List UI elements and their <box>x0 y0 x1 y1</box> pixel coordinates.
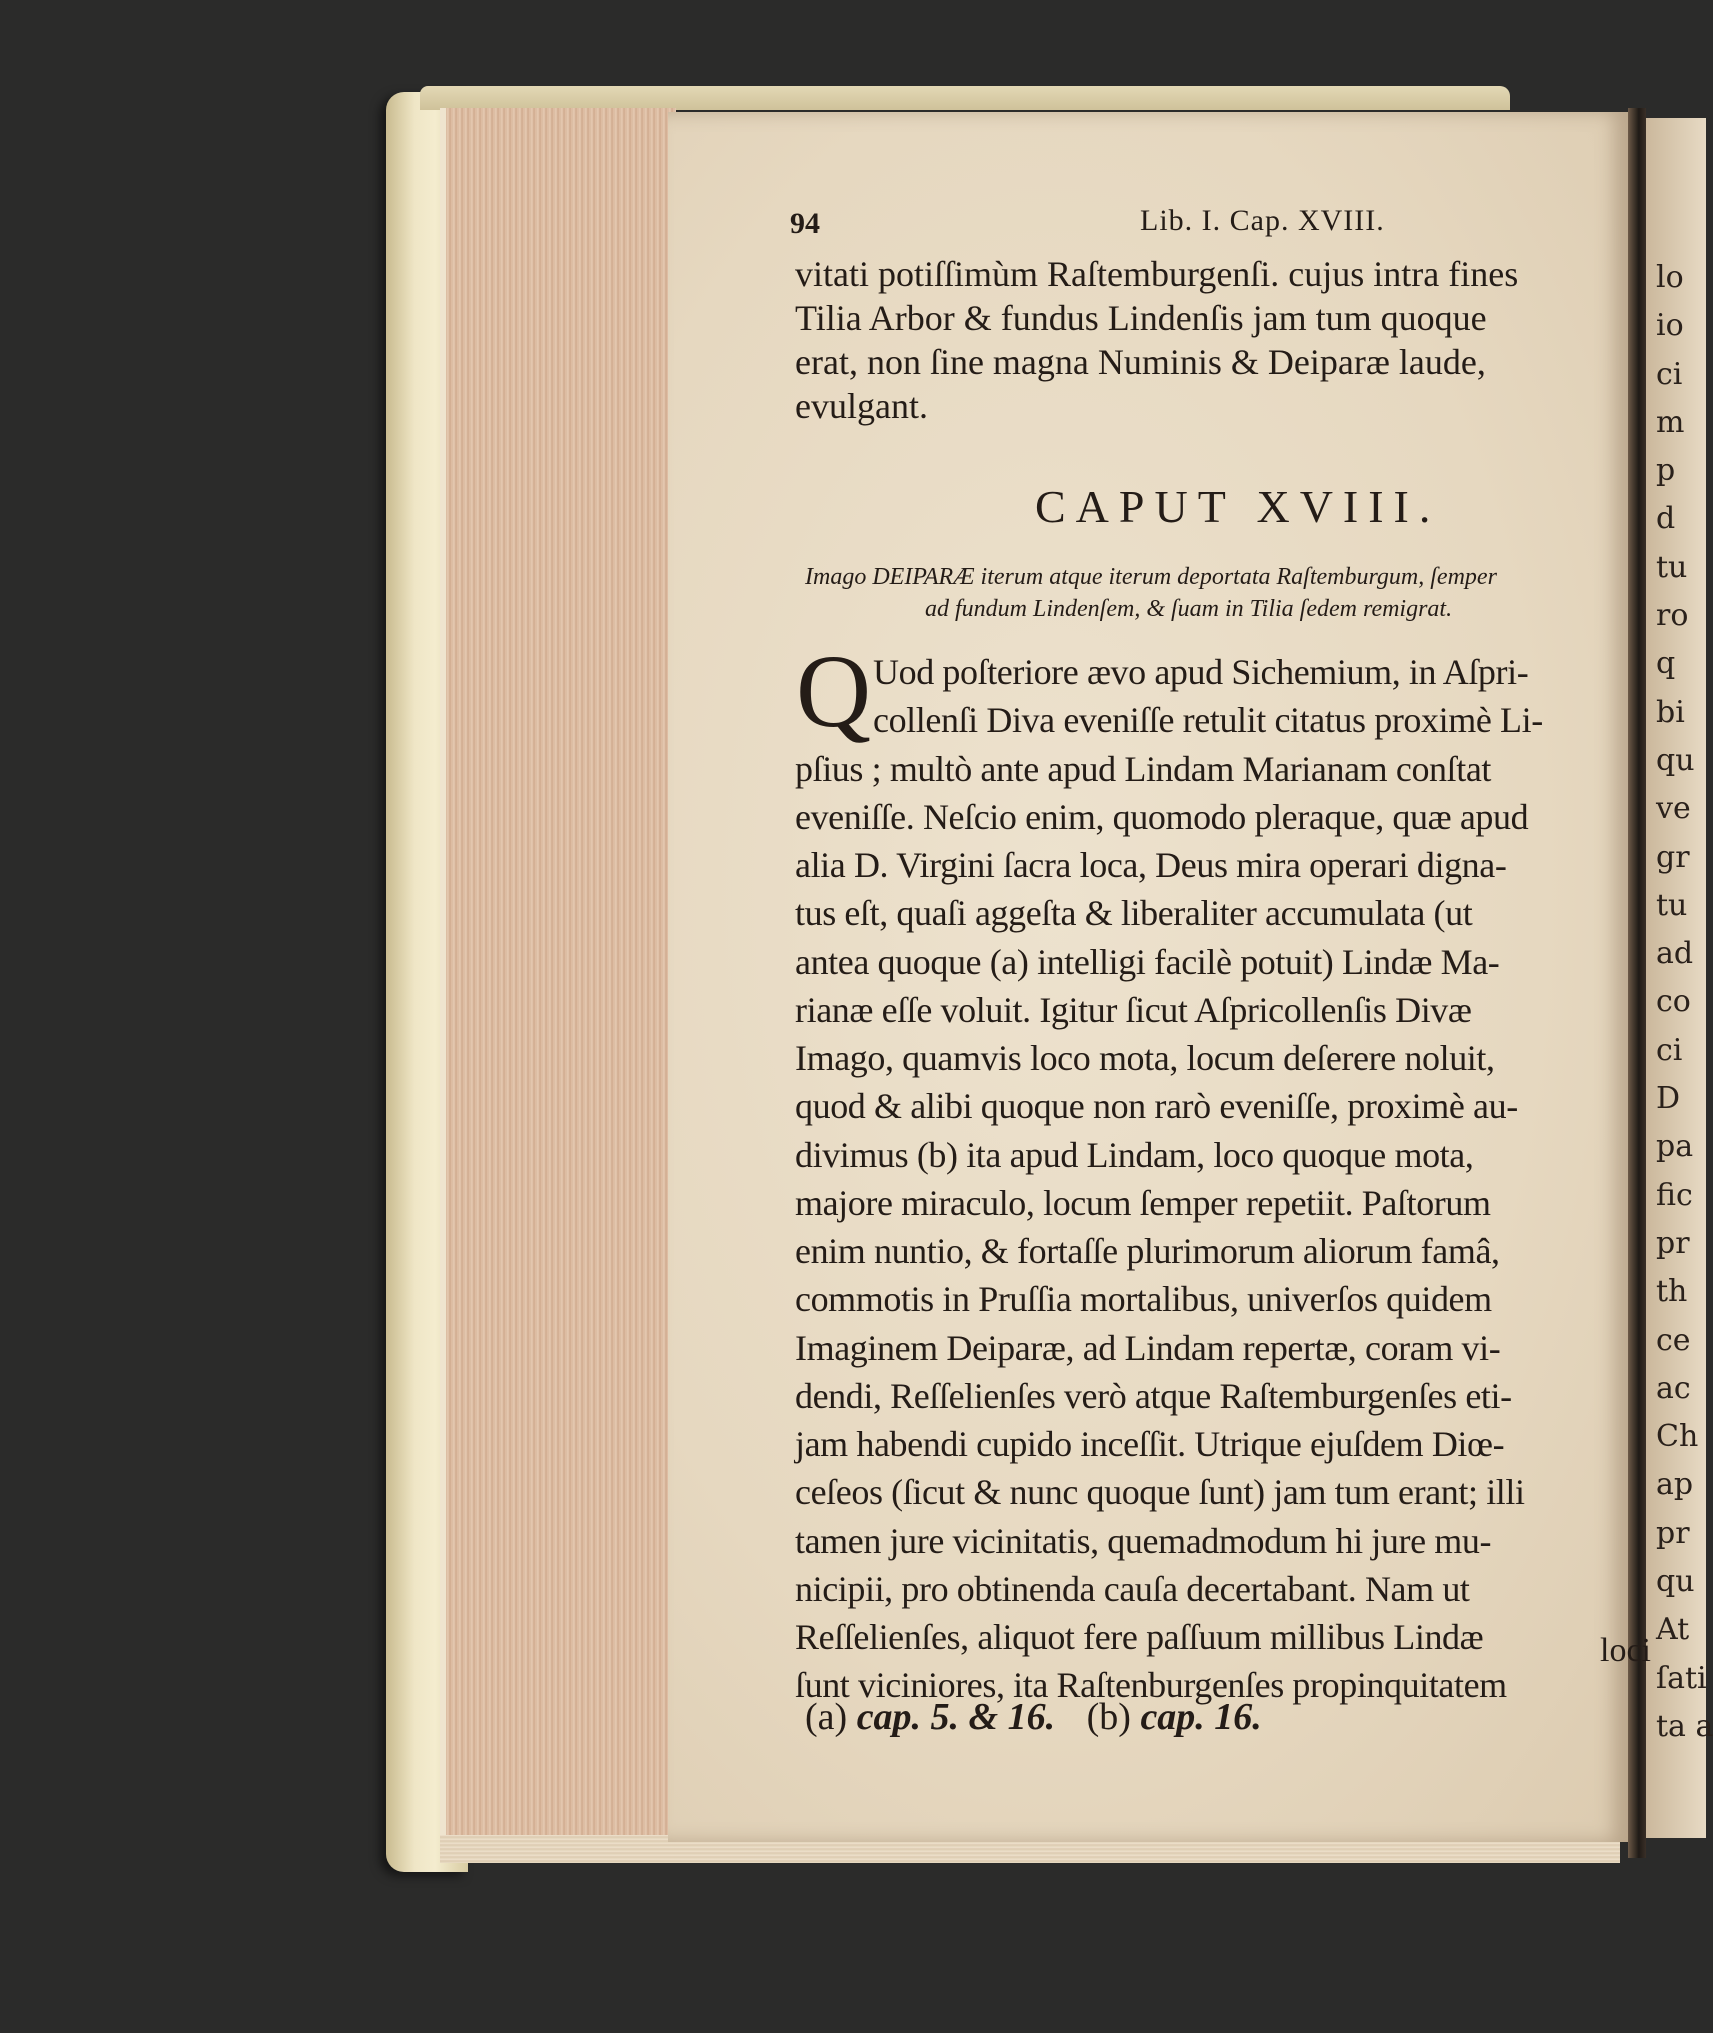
facing-text-fragment: tu <box>1656 549 1688 585</box>
right-page-fragment <box>1646 118 1713 1838</box>
facing-text-fragment: co <box>1656 984 1691 1020</box>
facing-text-fragment: ad <box>1656 936 1694 972</box>
text-line: evulgant. <box>795 386 928 426</box>
cover-top-edge <box>420 86 1510 110</box>
facing-text-fragment: ap <box>1656 1467 1694 1503</box>
text-line: tus eſt, quaſi aggeſta & liberaliter accumulata (ut <box>795 893 1473 934</box>
text-line: Imago, quamvis loco mota, locum deſerere noluit, <box>795 1038 1495 1078</box>
facing-text-fragment: ſati <box>1656 1660 1707 1696</box>
text-line: vitati potiſſimùm Raſtemburgenſi. cujus intra fines <box>795 254 1519 294</box>
text-line: nicipii, pro obtinenda cauſa decertabant. Nam ut <box>795 1568 1470 1609</box>
facing-page-text <box>1646 118 1713 1751</box>
facing-text-fragment: ci <box>1656 1032 1683 1068</box>
facing-text-fragment: tu <box>1656 887 1688 923</box>
footnote-b <box>1087 1696 1262 1738</box>
chapter-summary <box>805 561 1625 625</box>
text-line: eveniſſe. Neſcio enim, quomodo pleraque, quæ apud <box>795 796 1529 837</box>
chapter-title: CAPUT XVIII. <box>1035 481 1441 532</box>
facing-text-fragment: D <box>1656 1081 1681 1117</box>
facing-text-fragment: pa <box>1656 1129 1694 1165</box>
book-gutter <box>1628 108 1646 1858</box>
facing-text-fragment: Ch <box>1656 1419 1699 1455</box>
facing-text-fragment: fic <box>1656 1177 1693 1213</box>
footnote-a <box>805 1696 1065 1738</box>
text-line: enim nuntio, & fortaſſe plurimorum aliorum famâ, <box>795 1231 1500 1271</box>
text-line: ceſeos (ſicut & nunc quoque ſunt) jam tum erant; illi <box>795 1472 1525 1513</box>
footnote-mark: (a) <box>805 1696 848 1738</box>
facing-text-fragment: ve <box>1656 791 1691 827</box>
facing-text-fragment: ro <box>1656 598 1689 634</box>
facing-text-fragment: ci <box>1656 356 1683 392</box>
text-line: collenſi Diva eveniſſe retulit citatus proximè Li- <box>873 700 1543 741</box>
text-line: Imaginem Deiparæ, ad Lindam repertæ, coram vi- <box>795 1327 1501 1368</box>
text-line: quod & alibi quoque non rarò eveniſſe, proximè au- <box>795 1086 1518 1127</box>
facing-text-fragment: gr <box>1656 839 1690 875</box>
text-line: majore miraculo, locum ſemper repetiit. Paſtorum <box>795 1182 1491 1223</box>
summary-line: Imago DEIPARÆ iterum atque iterum deportata Raſtemburgum, ſemper <box>805 564 1497 590</box>
facing-text-fragment: p <box>1656 453 1676 489</box>
opening-lines <box>795 252 1615 428</box>
text-line: antea quoque (a) intelligi facilè potuit) Lindæ Ma- <box>795 941 1500 982</box>
text-line: rianæ eſſe voluit. Igitur ſicut Aſpricollenſis Divæ <box>795 989 1472 1030</box>
main-text <box>795 648 1630 1710</box>
facing-text-fragment: th <box>1656 1274 1688 1310</box>
running-head: Lib. I. Cap. XVIII. <box>1140 204 1385 237</box>
facing-text-fragment: pr <box>1656 1225 1690 1261</box>
text-line: Reſſelienſes, aliquot fere paſſuum millibus Lindæ <box>795 1617 1484 1657</box>
page-edges <box>440 108 676 1850</box>
facing-text-fragment: io <box>1656 308 1684 344</box>
footnotes <box>805 1695 1284 1739</box>
text-line: ſunt viciniores, ita Raſtenburgenſes propinquitatem <box>795 1665 1507 1706</box>
drop-cap: Q <box>796 634 872 749</box>
footnote-reference: cap. 5. & 16. <box>856 1696 1056 1738</box>
facing-text-fragment: ac <box>1656 1370 1691 1406</box>
text-line: erat, non ſine magna Numinis & Deiparæ laude, <box>795 342 1486 382</box>
catchword: loci <box>1600 1632 1651 1669</box>
facing-text-fragment: d <box>1656 501 1676 537</box>
facing-text-fragment: ta a <box>1656 1708 1713 1744</box>
footnote-mark: (b) <box>1086 1696 1131 1738</box>
facing-text-fragment: q <box>1656 646 1676 682</box>
text-line: tamen jure vicinitatis, quemadmodum hi jure mu- <box>795 1520 1492 1561</box>
text-line: dendi, Reſſelienſes verò atque Raſtemburgenſes eti- <box>795 1375 1512 1416</box>
summary-line: ad fundum Lindenſem, & ſuam in Tilia ſedem remigrat. <box>925 596 1453 622</box>
text-line: divimus (b) ita apud Lindam, loco quoque mota, <box>795 1134 1474 1175</box>
facing-text-fragment: qu <box>1656 742 1695 778</box>
text-line: commotis in Pruſſia mortalibus, univerſos quidem <box>795 1279 1492 1320</box>
page-number: 94 <box>790 207 820 240</box>
facing-text-fragment: m <box>1656 404 1685 440</box>
facing-text-fragment: At <box>1656 1612 1690 1648</box>
footnote-reference: cap. 16. <box>1140 1696 1262 1738</box>
text-line: Uod poſteriore ævo apud Sichemium, in Aſpri- <box>873 652 1529 692</box>
text-line: pſius ; multò ante apud Lindam Marianam conſtat <box>795 748 1492 789</box>
facing-text-fragment: pr <box>1656 1515 1690 1551</box>
facing-text-fragment: qu <box>1656 1564 1695 1600</box>
facing-text-fragment: bi <box>1656 694 1685 730</box>
facing-text-fragment: ce <box>1656 1322 1691 1358</box>
text-line: jam habendi cupido inceſſit. Utrique ejuſdem Diœ- <box>795 1424 1505 1464</box>
text-line: alia D. Virgini ſacra loca, Deus mira operari digna- <box>795 845 1507 885</box>
facing-text-fragment: lo <box>1656 260 1684 295</box>
text-line: Tilia Arbor & fundus Lindenſis jam tum quoque <box>795 298 1487 338</box>
